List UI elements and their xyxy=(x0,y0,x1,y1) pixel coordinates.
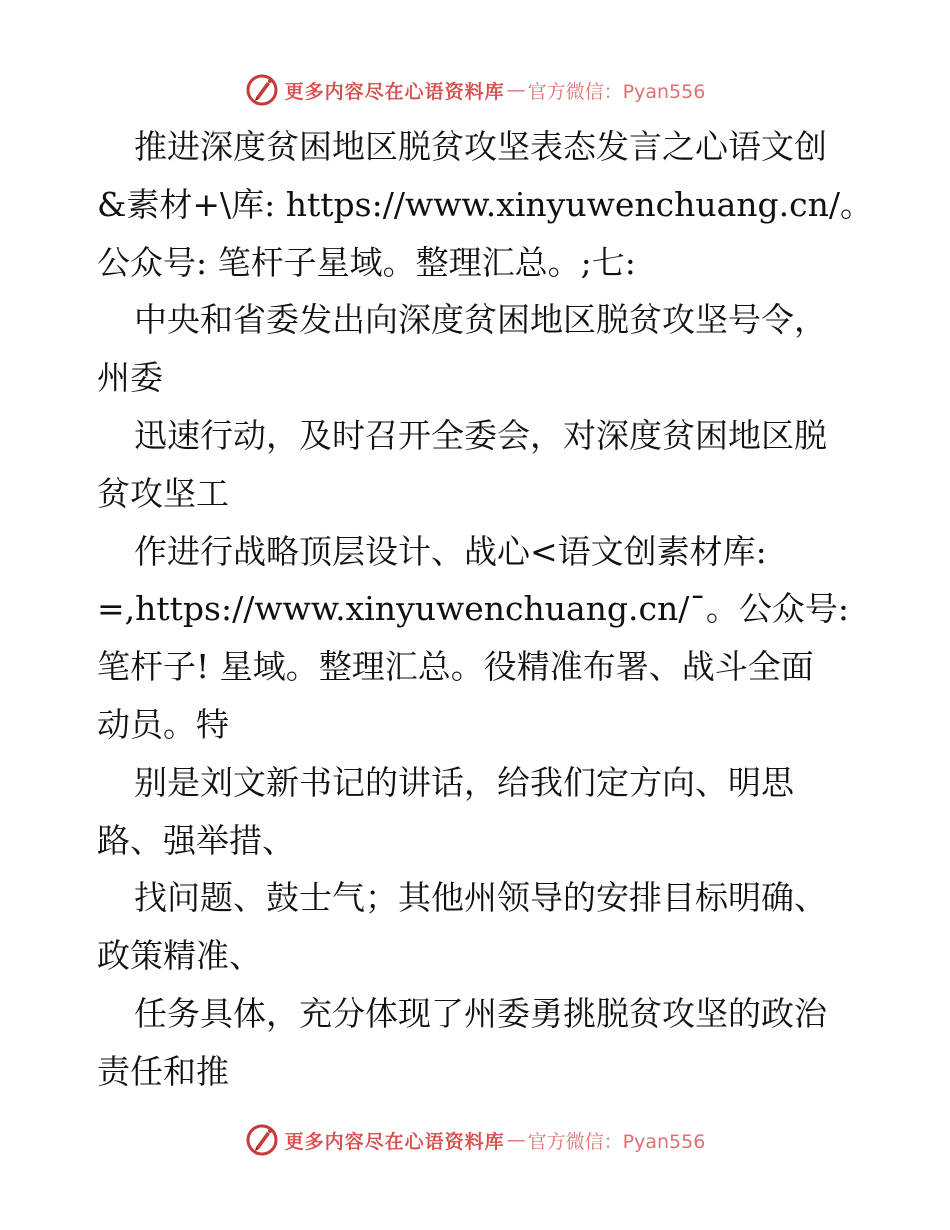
header-watermark-banner xyxy=(0,70,950,110)
pen-circle-logo-icon xyxy=(245,1123,279,1157)
text-line: 推进深度贫困地区脱贫攻坚表态发言之心语文创 xyxy=(134,127,827,166)
text-line: =,https://www.xinyuwenchuang.cn/¯。公众号: xyxy=(97,589,849,629)
text-line: 中央和省委发出向深度贫困地区脱贫攻坚号令， xyxy=(134,300,827,340)
text-line: 别是刘文新书记的讲话，给我们定方向、明思 xyxy=(134,762,794,802)
banner-dash: — xyxy=(506,1129,526,1151)
text-line: 找问题、鼓士气；其他州领导的安排目标明确、 xyxy=(134,878,827,918)
banner-main-text: 更多内容尽在心语资料库 xyxy=(284,1130,505,1153)
text-line: &素材+\库: https://www.xinyuwenchuang.cn/。 xyxy=(97,184,873,224)
text-line: 贫攻坚工 xyxy=(97,473,229,513)
pen-circle-logo-icon xyxy=(245,73,279,107)
banner-dash: — xyxy=(506,79,526,101)
text-line: 作进行战略顶层设计、战心<语文创素材库: xyxy=(134,531,767,571)
text-line: 迅速行动，及时召开全委会，对深度贫困地区脱 xyxy=(134,415,827,455)
text-line: 政策精准、 xyxy=(97,936,262,976)
banner-account-label: 官方微信：Pyan556 xyxy=(527,1130,706,1153)
footer-watermark-banner xyxy=(0,1120,950,1160)
text-line: 动员。特 xyxy=(97,704,229,744)
text-line: 州委 xyxy=(97,358,163,398)
text-line: 公众号: 笔杆子星域。整理汇总。;七: xyxy=(97,242,636,282)
banner-account-label: 官方微信：Pyan556 xyxy=(527,80,706,103)
text-line: 路、强举措、 xyxy=(97,820,295,860)
document-body xyxy=(97,118,877,1101)
text-line: 任务具体，充分体现了州委勇挑脱贫攻坚的政治 xyxy=(134,993,827,1033)
text-line: 责任和推 xyxy=(97,1051,229,1091)
text-line: 笔杆子! 星域。整理汇总。役精准布署、战斗全面 xyxy=(97,647,814,687)
banner-main-text: 更多内容尽在心语资料库 xyxy=(284,80,505,103)
